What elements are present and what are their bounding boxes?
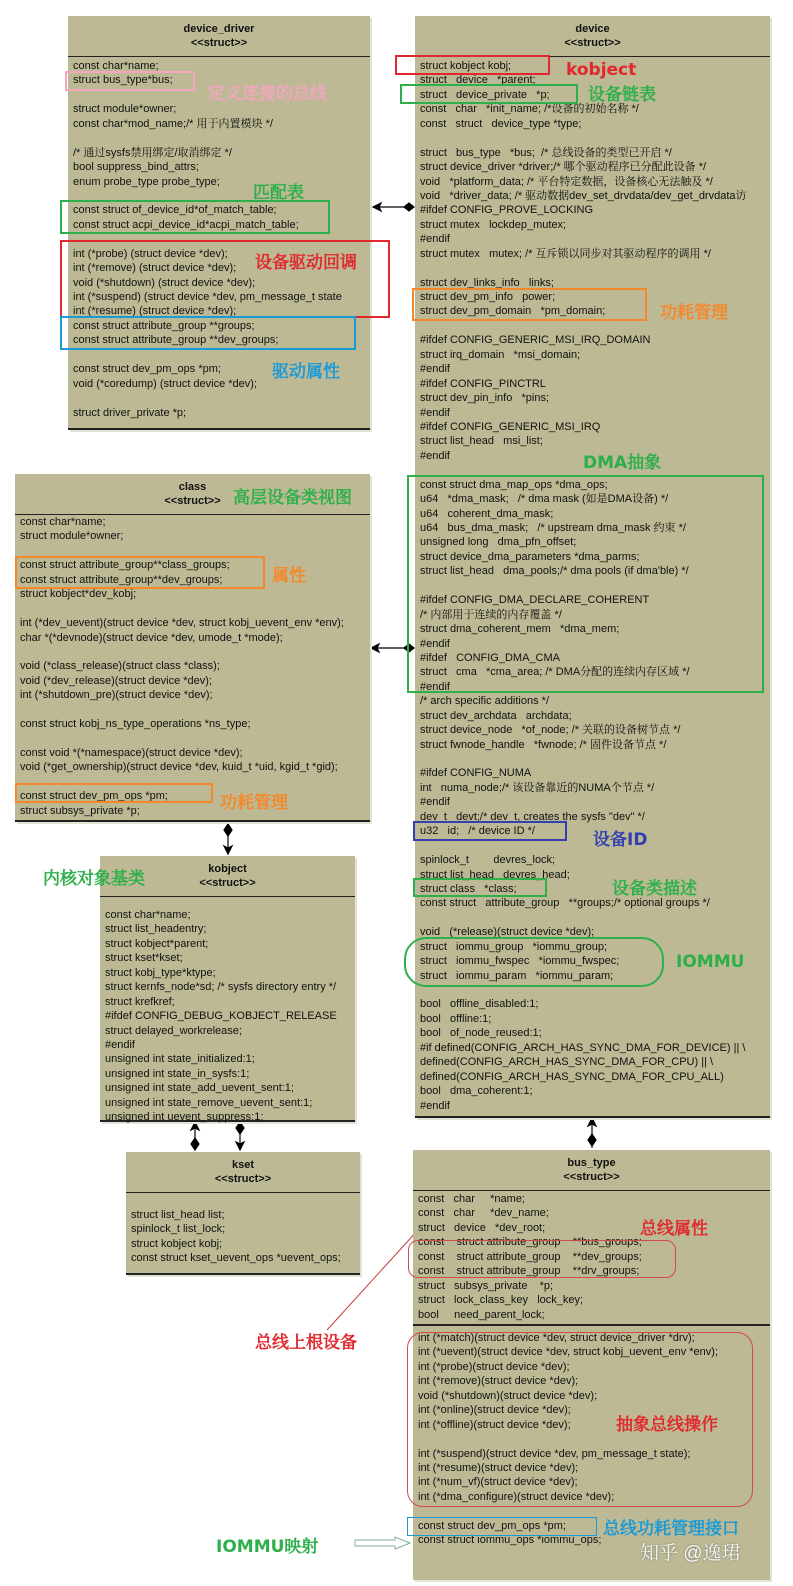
highlight-driver-attrs: [60, 316, 356, 350]
struct-member: void (*class_release)(struct class *class);: [20, 660, 220, 673]
struct-member: #ifdef CONFIG_DMA_DECLARE_COHERENT: [420, 594, 650, 607]
highlight-class-attrs: [15, 556, 265, 589]
composition-diamond: [404, 203, 414, 211]
highlight-iommu: [404, 937, 664, 987]
struct-kset: [126, 1152, 360, 1275]
stereotype: <<struct>>: [564, 37, 621, 49]
highlight-bus-pm: [407, 1517, 597, 1536]
struct-member: int (*num_vf)(struct device *dev);: [418, 1476, 578, 1489]
label-class-view: 高层设备类视图: [233, 488, 352, 508]
struct-member: [20, 645, 370, 659]
label-bus-ops: 抽象总线操作: [616, 1415, 718, 1435]
struct-member: int (*remove) (struct device *dev);: [73, 262, 237, 275]
struct-member: int (*resume) (struct device *dev);: [73, 305, 237, 318]
struct-member: bool offline:1;: [420, 1012, 492, 1025]
struct-member: struct dev_archdata archdata;: [420, 709, 572, 722]
watermark: 知乎 @逸珺: [640, 1543, 741, 1564]
struct-member: const struct attribute_group **bus_groups;: [418, 1236, 642, 1249]
struct-member: struct bus_type*bus;: [73, 74, 173, 87]
label-bus-pm: 总线功耗管理接口: [603, 1519, 739, 1539]
struct-member: const struct attribute_group**class_groups;: [20, 559, 230, 572]
struct-member: struct list_head msi_list;: [420, 435, 543, 448]
highlight-device-pm: [412, 288, 647, 321]
label-device-list: 设备链表: [588, 85, 656, 105]
label-bus-def: 定义连接的总线: [208, 84, 327, 104]
stereotype: <<struct>>: [164, 495, 221, 507]
struct-member: const struct of_device_id*of_match_table;: [73, 204, 277, 217]
struct-member: const struct attribute_group **drv_groups;: [418, 1265, 640, 1278]
struct-member: int (*resume)(struct device *dev);: [418, 1461, 579, 1474]
struct-member: int (*dev_uevent)(struct device *dev, struct kobj_uevent_env *env);: [20, 617, 344, 630]
struct-title: device: [575, 23, 610, 35]
struct-title: class: [178, 481, 207, 493]
struct-member: #endif: [420, 363, 450, 376]
struct-class: [15, 474, 370, 822]
struct-member: int (*remove)(struct device *dev);: [418, 1375, 579, 1388]
struct-member: const char*name;: [73, 60, 159, 72]
struct-member: struct kernfs_node*sd; /* sysfs directory entry */: [105, 981, 337, 994]
stereotype: <<struct>>: [563, 1171, 620, 1183]
struct-member: const char *name;: [418, 1193, 525, 1205]
label-class-attrs: 属性: [272, 566, 306, 586]
struct-member: spinlock_t list_lock;: [131, 1223, 226, 1236]
highlight-dma: [407, 475, 764, 693]
label-device-id: 设备ID: [593, 830, 648, 850]
struct-title: kset: [231, 1159, 255, 1171]
struct-member: unsigned int state_add_uevent_sent:1;: [105, 1082, 294, 1095]
struct-member: struct subsys_private *p;: [418, 1279, 554, 1292]
divider: [413, 1324, 770, 1326]
struct-member: struct dev_links_info links;: [420, 276, 554, 289]
struct-member: struct list_headentry;: [105, 923, 207, 936]
struct-member: unsigned int uevent_suppress:1;: [105, 1111, 264, 1124]
struct-member: defined(CONFIG_ARCH_HAS_SYNC_DMA_FOR_CPU) || \: [420, 1056, 714, 1069]
struct-member: void (*dev_release)(struct device *dev);: [20, 674, 212, 687]
struct-kobject: [100, 856, 355, 1122]
struct-member: #ifdef CONFIG_PINCTRL: [420, 377, 546, 390]
highlight-class-pm: [15, 783, 213, 803]
struct-member: /* arch specific additions */: [420, 695, 550, 708]
highlight-bus: [65, 71, 195, 91]
struct-member: struct iommu_fwspec *iommu_fwspec;: [420, 955, 620, 968]
struct-member: #ifdef CONFIG_NUMA: [420, 767, 532, 780]
struct-member: struct kobject*dev_kobj;: [20, 588, 137, 601]
struct-member: struct list_head dma_pools;/* dma pools (if dma'ble) */: [420, 565, 689, 578]
struct-member: int (*uevent)(struct device *dev, struct kobj_uevent_env *env);: [418, 1346, 719, 1359]
struct-member: struct device_private *p;: [420, 88, 550, 101]
struct-member: [20, 732, 370, 746]
highlight-device-private: [400, 84, 578, 104]
struct-member: bool suppress_bind_attrs;: [73, 161, 199, 174]
struct-member: struct iommu_param *iommu_param;: [420, 969, 614, 982]
struct-member: const struct kobj_ns_type_operations *ns_type;: [20, 718, 251, 731]
label-driver-callbacks: 设备驱动回调: [255, 253, 357, 273]
struct-member: int numa_node;/* 该设备靠近的NUMA个节点 */: [420, 781, 655, 794]
struct-member: struct kset*kset;: [105, 952, 183, 965]
struct-member: struct driver_private *p;: [73, 406, 187, 419]
struct-member: const struct dev_pm_ops *pm;: [73, 363, 221, 376]
struct-member: [20, 703, 370, 717]
struct-member: struct dma_coherent_mem *dma_mem;: [420, 623, 620, 636]
struct-member: bool need_parent_lock;: [418, 1308, 545, 1321]
struct-member: const struct device_type *type;: [420, 117, 582, 130]
struct-title: device_driver: [183, 23, 255, 35]
label-match-table: 匹配表: [253, 183, 304, 203]
struct-member: struct krefkref;: [105, 995, 175, 1008]
highlight-bus-attrs: [408, 1240, 676, 1278]
struct-member: const char*name;: [20, 516, 106, 528]
struct-member: [20, 602, 370, 616]
struct-member: #endif: [420, 796, 450, 809]
struct-member: #endif: [420, 1099, 450, 1112]
struct-member: void (*shutdown)(struct device *dev);: [418, 1389, 598, 1402]
composition-diamond: [224, 824, 232, 836]
label-kobject-base: 内核对象基类: [43, 869, 145, 889]
struct-member: struct irq_domain *msi_domain;: [420, 348, 581, 361]
struct-member: const char*name;: [105, 909, 191, 921]
struct-member: struct mutex mutex; /* 互斥锁以同步对其驱动程序的调用 */: [420, 247, 711, 260]
struct-member: const struct kset_uevent_ops *uevent_ops;: [131, 1252, 341, 1265]
struct-member: struct device *dev_root;: [418, 1221, 546, 1234]
stereotype: <<struct>>: [214, 1173, 272, 1185]
struct-member: struct dev_pm_domain *pm_domain;: [420, 305, 606, 318]
struct-member: void *platform_data; /* 平台特定数据，设备核心无法触及 */: [420, 175, 713, 188]
struct-member: int (*offline)(struct device *dev);: [418, 1418, 571, 1431]
struct-member: const char *dev_name;: [418, 1207, 549, 1220]
struct-member: struct lock_class_key lock_key;: [418, 1294, 584, 1307]
struct-member: struct kobj_type*ktype;: [105, 966, 216, 979]
struct-member: int (*probe)(struct device *dev);: [418, 1360, 570, 1373]
struct-member: int (*probe) (struct device *dev);: [73, 247, 228, 260]
struct-member: enum probe_type probe_type;: [73, 175, 220, 188]
struct-member: struct iommu_group *iommu_group;: [420, 940, 608, 953]
struct-member: const struct dma_map_ops *dma_ops;: [420, 478, 608, 491]
label-iommu: IOMMU: [676, 952, 745, 972]
struct-member: struct dev_pin_info *pins;: [420, 392, 550, 405]
struct-member: struct dev_pm_info power;: [420, 291, 556, 303]
struct-member: bool of_node_reused:1;: [420, 1027, 542, 1040]
struct-member: u32 id; /* device ID */: [420, 825, 535, 838]
struct-member: #if defined(CONFIG_ARCH_HAS_SYNC_DMA_FOR_DEVICE) || \: [420, 1041, 746, 1054]
struct-member: #endif: [420, 449, 450, 462]
highlight-device-class: [413, 878, 547, 897]
struct-member: [73, 391, 370, 405]
struct-member: [420, 131, 770, 145]
stereotype: <<struct>>: [190, 37, 248, 49]
struct-member: struct kobject kobj;: [131, 1237, 223, 1250]
struct-member: [420, 752, 770, 766]
struct-member: #ifdef CONFIG_GENERIC_MSI_IRQ: [420, 420, 601, 433]
struct-member: void (*release)(struct device *dev);: [420, 926, 595, 939]
struct-member: int (*match)(struct device *dev, struct device_driver *drv);: [418, 1332, 695, 1344]
struct-member: defined(CONFIG_ARCH_HAS_SYNC_DMA_FOR_CPU_ALL): [420, 1070, 724, 1083]
struct-member: struct list_head devres_head;: [420, 868, 570, 881]
highlight-kobj: [395, 55, 550, 75]
struct-member: const struct attribute_group **groups;: [73, 319, 255, 332]
struct-member: struct cma *cma_area; /* DMA分配的连续内存区域 */: [420, 666, 690, 679]
label-iommu-map: IOMMU映射: [216, 1537, 319, 1557]
struct-member: int (*suspend)(struct device *dev, pm_message_t state);: [418, 1447, 691, 1460]
struct-member: unsigned long dma_pfn_offset;: [420, 536, 577, 549]
struct-member: void *driver_data; /* 驱动数据dev_set_drvdata/dev_get_drvdata访: [420, 189, 747, 202]
composition-diamond: [191, 1138, 199, 1150]
highlight-device-id: [413, 821, 567, 841]
struct-member: const struct attribute_group **dev_groups;: [418, 1250, 642, 1263]
struct-member: u64 coherent_dma_mask;: [420, 507, 554, 520]
struct-member: int (*shutdown_pre)(struct device *dev);: [20, 689, 213, 702]
highlight-match-table: [60, 200, 330, 234]
struct-member: [73, 131, 370, 145]
label-kobject: kobject: [566, 60, 637, 80]
struct-member: void (*get_ownership)(struct device *dev, kuid_t *uid, kgid_t *gid);: [20, 761, 338, 774]
struct-member: #ifdef CONFIG_GENERIC_MSI_IRQ_DOMAIN: [420, 334, 651, 347]
struct-member: #endif: [105, 1038, 135, 1051]
struct-member: const char*mod_name;/* 用于内置模块 */: [73, 117, 273, 130]
struct-member: char *(*devnode)(struct device *dev, umode_t *mode);: [20, 631, 283, 644]
struct-member: #endif: [420, 233, 450, 246]
struct-member: void (*coredump) (struct device *dev);: [73, 377, 258, 390]
struct-member: /* 内部用于连续的内存覆盖 */: [420, 608, 562, 621]
struct-member: unsigned int state_initialized:1;: [105, 1053, 255, 1066]
struct-member: struct subsys_private *p;: [20, 804, 140, 817]
struct-member: bool dma_coherent:1;: [420, 1085, 533, 1098]
struct-member: const struct dev_pm_ops *pm;: [418, 1519, 566, 1532]
struct-member: const char *init_name; /*设备的初始名称 */: [420, 103, 639, 116]
struct-member: unsigned int state_in_sysfs:1;: [105, 1067, 250, 1080]
struct-member: #endif: [420, 637, 450, 650]
struct-member: [420, 911, 770, 925]
struct-member: const struct attribute_group**dev_groups;: [20, 573, 223, 586]
label-driver-attrs: 驱动属性: [272, 362, 340, 382]
struct-member: bool offline_disabled:1;: [420, 998, 539, 1011]
struct-member: struct kobject kobj;: [420, 60, 512, 72]
struct-title: kobject: [208, 863, 247, 875]
struct-member: #endif: [420, 406, 450, 419]
struct-member: int (*online)(struct device *dev);: [418, 1404, 571, 1417]
label-dma: DMA抽象: [583, 453, 662, 473]
struct-member: u64 *dma_mask; /* dma mask (如是DMA设备) */: [420, 493, 669, 506]
struct-member: struct module*owner;: [73, 103, 177, 116]
struct-member: int (*suspend) (struct device *dev, pm_message_t state: [73, 291, 342, 303]
struct-member: #ifdef CONFIG_DMA_CMA: [420, 651, 560, 664]
struct-member: #ifdef CONFIG_DEBUG_KOBJECT_RELEASE: [105, 1010, 337, 1023]
struct-member: [420, 261, 770, 275]
struct-member: struct mutex lockdep_mutex;: [420, 218, 567, 231]
struct-member: #ifdef CONFIG_PROVE_LOCKING: [420, 204, 593, 217]
struct-member: unsigned int state_remove_uevent_sent:1;: [105, 1096, 313, 1109]
struct-member: /* 通过sysfs禁用绑定/取消绑定 */: [73, 146, 232, 159]
struct-title: bus_type: [567, 1157, 616, 1169]
iommu-arrow: [355, 1537, 410, 1549]
struct-member: struct class *class;: [420, 882, 517, 895]
struct-member: const struct dev_pm_ops *pm;: [20, 790, 168, 803]
struct-member: dev_t devt;/* dev_t, creates the sysfs "dev" */: [420, 810, 645, 823]
struct-member: struct fwnode_handle *fwnode; /* 固件设备节点 */: [420, 738, 667, 751]
struct-member: struct device_node *of_node; /* 关联的设备树节点 */: [420, 724, 681, 737]
stereotype: <<struct>>: [199, 877, 256, 889]
struct-member: struct module*owner;: [20, 530, 124, 543]
label-bus-attrs: 总线属性: [640, 1219, 708, 1239]
label-device-pm: 功耗管理: [660, 303, 728, 323]
struct-member: struct kobject*parent;: [105, 937, 209, 950]
struct-member: const struct attribute_group **groups;/* optional groups */: [420, 897, 710, 910]
struct-member: u64 bus_dma_mask; /* upstream dma_mask 约束 */: [420, 522, 686, 534]
struct-member: const void *(*namespace)(struct device *dev);: [20, 747, 243, 759]
struct-member: struct device *parent;: [420, 74, 536, 87]
struct-member: const struct attribute_group **dev_groups;: [73, 334, 279, 347]
struct-member: struct device_dma_parameters *dma_parms;: [420, 550, 640, 563]
struct-member: spinlock_t devres_lock;: [420, 854, 556, 867]
label-class-pm: 功耗管理: [220, 793, 288, 813]
struct-member: struct device_driver *driver;/* 哪个驱动程序已分配此设备 */: [420, 161, 707, 174]
struct-member: int (*dma_configure)(struct device *dev);: [418, 1490, 615, 1503]
label-device-class: 设备类描述: [612, 879, 697, 899]
struct-member: const struct iommu_ops *iommu_ops;: [418, 1534, 602, 1547]
struct-member: struct bus_type *bus; /* 总线设备的类型已开启 */: [420, 146, 672, 159]
label-bus-root: 总线上根设备: [255, 1333, 357, 1353]
struct-member: void (*shutdown) (struct device *dev);: [73, 276, 256, 289]
struct-member: const struct acpi_device_id*acpi_match_table;: [73, 218, 299, 231]
struct-member: #endif: [420, 680, 450, 693]
struct-member: struct delayed_workrelease;: [105, 1024, 242, 1037]
struct-member: struct list_head list;: [131, 1209, 225, 1221]
composition-diamond: [588, 1134, 596, 1146]
